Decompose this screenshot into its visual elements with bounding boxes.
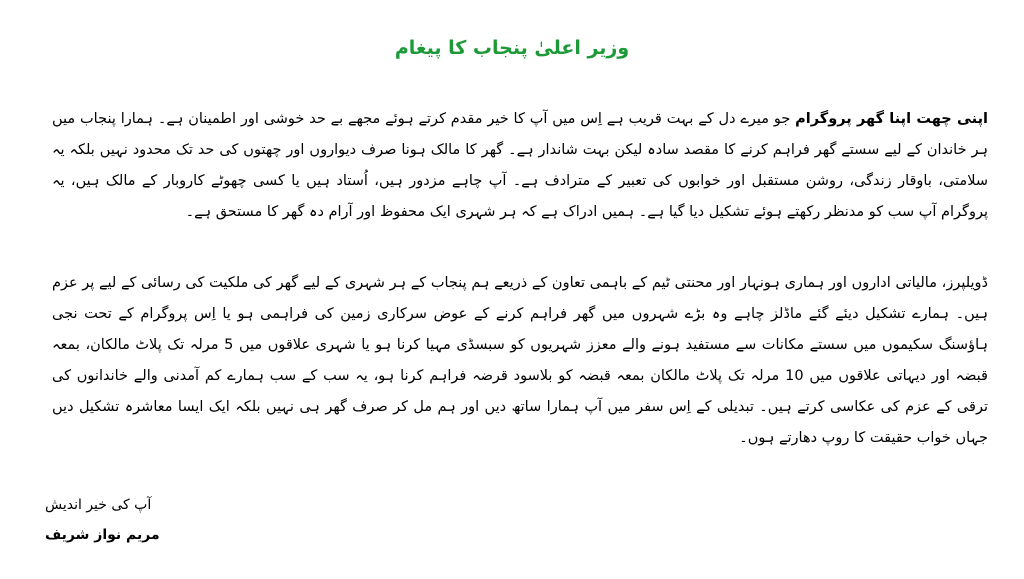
paragraph-1-text: جو میرے دل کے بہت قریب ہے اِس میں آپ کا خیر مقدم کرتے ہوئے مجھے بے حد خوشی اور اطمینان ہے۔ ہمارا پنجاب میں ہر خاندان کے لیے سستے گھر فراہم کرنے کا مقصد سادہ لیکن بہت شاندار ہے۔ گھر کا مالک ہونا صرف دیواروں اور چھتوں کی حد تک محدود نہیں بلکہ یہ سلامتی، باوقار زندگی، روشن مستقبل اور خوابوں کی تعبیر کے مترادف ہے۔ آپ چاہے مزدور ہیں، اُستاد ہیں یا کسی چھوٹے کاروبار کے مالک ہیں، یہ پروگرام آپ سب کو مدنظر رکھتے ہوئے تشکیل دیا گیا ہے۔ ہمیں ادراک ہے کہ ہر شہری ایک محفوظ اور آرام دہ گھر کا مستحق ہے۔ xyxy=(52,111,988,220)
message-paragraph-2: ڈویلپرز، مالیاتی اداروں اور ہماری ہونہار اور محنتی ٹیم کے باہمی تعاون کے ذریعے ہم پنجاب کے ہر شہری کے لیے گھر کی ملکیت کی رسائی کے لیے پر عزم ہیں۔ ہمارے تشکیل دیئے گئے ماڈلز چاہے وہ بڑے شہروں میں گھر فراہم کرنے کے عوض سرکاری زمین کی فراہمی ہو یا اِس پروگرام کے تحت نجی ہاؤسنگ سکیموں میں سستے مکانات سے مستفید ہونے والے معزز شہریوں کو سبسڈی مہیا کرنا ہو یا شہری علاقوں میں 5 مرلہ تک پلاٹ مالکان، بمعہ قبضہ اور دیہاتی علاقوں میں 10 مرلہ تک پلاٹ مالکان بمعہ قبضہ کو بلاسود قرضہ فراہم کرنا ہو، یہ سب کے سب ہمارے کم آمدنی والے خاندانوں کی ترقی کے عزم کی عکاسی کرتے ہیں۔ تبدیلی کے اِس سفر میں آپ ہمارا ساتھ دیں اور ہم مل کر صرف گھر ہی نہیں بلکہ ایک ایسا معاشرہ تشکیل دیں جہاں خواب حقیقت کا روپ دھارتے ہوں۔ xyxy=(52,275,988,446)
closing-salutation: آپ کی خیر اندیش xyxy=(45,497,152,513)
signature-name: مریم نواز شریف xyxy=(45,527,160,543)
closing-block xyxy=(45,490,345,550)
program-name: اپنی چھت اپنا گھر پروگرام xyxy=(795,111,989,127)
message-paragraph-1 xyxy=(52,104,988,228)
message-title: وزیر اعلیٰ پنجاب کا پیغام xyxy=(394,37,630,59)
